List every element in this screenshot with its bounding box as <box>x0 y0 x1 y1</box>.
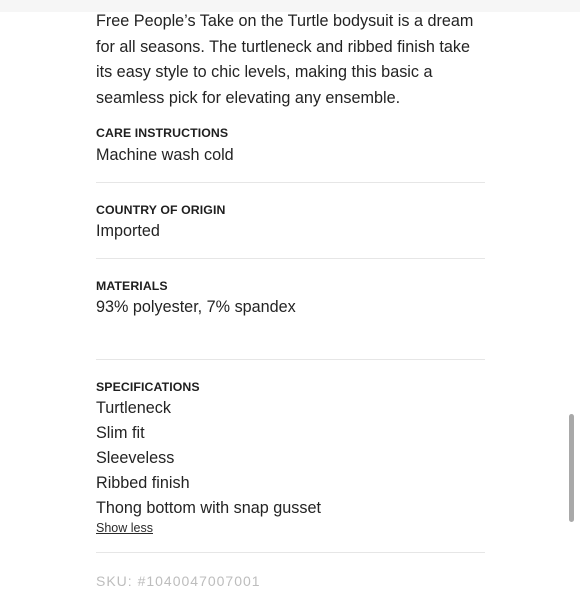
country-of-origin-label: COUNTRY OF ORIGIN <box>96 203 226 217</box>
specifications-label: SPECIFICATIONS <box>96 380 200 394</box>
divider <box>96 359 485 360</box>
care-instructions-label: CARE INSTRUCTIONS <box>96 126 229 140</box>
divider <box>96 552 485 553</box>
spec-item-thong-bottom: Thong bottom with snap gusset <box>96 499 321 517</box>
divider <box>96 182 485 183</box>
spec-item-sleeveless: Sleeveless <box>96 449 175 467</box>
care-instructions-value: Machine wash cold <box>96 146 234 164</box>
spec-item-slim-fit: Slim fit <box>96 424 145 442</box>
scrollbar-thumb[interactable] <box>569 414 574 522</box>
materials-value: 93% polyester, 7% spandex <box>96 298 296 316</box>
spec-item-ribbed-finish: Ribbed finish <box>96 474 190 492</box>
spec-item-turtleneck: Turtleneck <box>96 399 171 417</box>
country-of-origin-value: Imported <box>96 222 160 240</box>
product-description <box>96 9 488 111</box>
sku-text: SKU: #1040047007001 <box>96 573 261 589</box>
description-text: Free People’s Take on the Turtle bodysuit is a dream for all seasons. The turtleneck and ribbed finish take its easy style to chic levels, making this basic a seamless pick for elevating any ensemble. <box>96 12 474 107</box>
divider <box>96 258 485 259</box>
materials-label: MATERIALS <box>96 279 168 293</box>
specifications-list <box>96 396 321 521</box>
show-less-link[interactable]: Show less <box>96 521 153 535</box>
